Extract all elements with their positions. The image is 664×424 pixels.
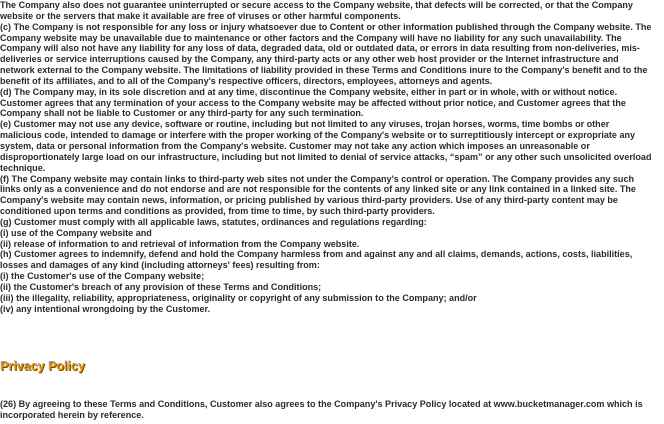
terms-clause-e: (e) Customer may not use any device, software or routine, including but not limited to any viruses, trojan horses, worms, time bombs or other malicious code, intended to damage or interfere with the proper working of the Company's website or to surreptitiously intercept or expropriate any system, data or personal information from the Company's website. Customer may not take any action which imposes an unreasonable or disproportionately large load on our infrastructure, including but not limited to denial of service attacks, “spam” or any other such unsolicited overload technique. [0, 119, 652, 173]
terms-paragraph: The Company also does not guarantee uninterrupted or secure access to the Company website, that defects will be corrected, or that the Company website or the servers that make it available are free of viruses or other harmful components. [0, 0, 633, 21]
terms-clause-g-ii: (ii) release of information to and retrieval of information from the Company website. [0, 238, 360, 249]
terms-clause-h-iv: (iv) any intentional wrongdoing by the Customer. [0, 303, 211, 314]
terms-clause-h: (h) Customer agrees to indemnify, defend and hold the Company harmless from and against any and all claims, demands, actions, costs, liabilities, losses and damages of any kind (including attorneys' fees) resulting from: [0, 249, 633, 271]
privacy-policy-heading: Privacy Policy [0, 359, 85, 373]
terms-clause-f: (f) The Company website may contain links to third-party web sites not under the Company's control or operation. The Company provides any such links only as a convenience and do not endorse and are not responsible for the contents of any linked site or any link contained in a linked site. The Company's website may contain news, information, or pricing published by various third-party providers. Use of any third-party content may be conditioned upon terms and conditions as provided, from time to time, by such third-party providers. [0, 173, 636, 217]
terms-clause-h-ii: (ii) the Customer's breach of any provision of these Terms and Conditions; [0, 281, 322, 292]
terms-clause-d: (d) The Company may, in its sole discretion and at any time, discontinue the Company website, either in part or in whole, with or without notice. Customer agrees that any termination of your access to the Company website may be affected without prior notice, and Customer agrees that the Company shall not be liable to Customer or any third-party for any such termination. [0, 86, 626, 119]
terms-clause-h-i: (i) the Customer's use of the Company website; [0, 271, 205, 282]
privacy-section [0, 399, 652, 421]
privacy-policy-text: (26) By agreeing to these Terms and Conditions, Customer also agrees to the Company's Privacy Policy located at www.bucketmanager.com which is incorporated herein by reference. [0, 399, 643, 420]
terms-clause-c: (c) The Company is not responsible for any loss or injury whatsoever due to Content or other information published through the Company website. The Company website may be unavailable due to maintenance or other factors and the Company will have no liability for any such unavailability. The Company will also not have any liability for any loss of data, degraded data, old or outdated data, or errors in data resulting from non-deliveries, mis-deliveries or service interruptions caused by the Company, any third-party acts or any other web host provider or the Internet infrastructure and network external to the Company website. The limitations of liability provided in these Terms and Conditions inure to the Company's benefit and to the benefit of its affiliates, and to all of the Company's respective officers, directors, employees, attorneys and agents. [0, 21, 652, 86]
terms-clause-g-i: (i) use of the Company website and [0, 227, 152, 238]
terms-clause-g: (g) Customer must comply with all applicable laws, statutes, ordinances and regulations regarding: [0, 216, 427, 227]
terms-clause-h-iii: (iii) the illegality, reliability, appropriateness, originality or copyright of any submission to the Company; and/or [0, 292, 477, 303]
